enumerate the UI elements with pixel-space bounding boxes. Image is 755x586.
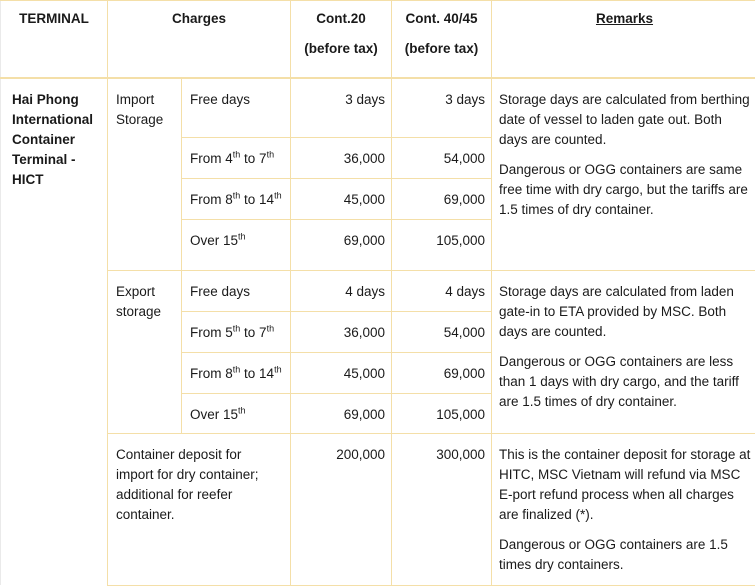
remark-text: Storage days are calculated from laden gate-in to ETA provided by MSC. Both days are counted. (499, 282, 751, 342)
remark-text: Dangerous or OGG containers are less than 1 days with dry cargo, and the tariff are 1.5 times of dry container. (499, 352, 751, 412)
header-cont20-sub: (before tax) (291, 39, 391, 59)
period-free-days: Free days (182, 270, 291, 311)
export-storage-label: Export storage (108, 270, 182, 433)
period-label: Over 15th (182, 393, 291, 433)
period-label: From 8th to 14th (182, 178, 291, 219)
table-header-row (1, 1, 755, 79)
deposit-cont20-value: 200,000 (291, 433, 392, 585)
cont40-value: 105,000 (392, 219, 492, 270)
header-cont40-label: Cont. 40/45 (392, 9, 491, 29)
remark-text: Dangerous or OGG containers are same free time with dry cargo, but the tariffs are 1.5 times of dry container. (499, 160, 751, 220)
table-row (1, 78, 755, 137)
remark-text: This is the container deposit for storage at HITC, MSC Vietnam will refund via MSC E-port refund process when all charges are finalized (*). (499, 445, 751, 525)
period-label: Over 15th (182, 219, 291, 270)
period-label: From 5th to 7th (182, 311, 291, 352)
header-remarks (492, 1, 755, 79)
header-remarks-label: Remarks (596, 11, 653, 26)
cont20-value: 69,000 (291, 219, 392, 270)
import-remarks (492, 78, 755, 270)
cont40-value: 3 days (392, 78, 492, 137)
cont40-value: 4 days (392, 270, 492, 311)
import-storage-label: Import Storage (108, 78, 182, 270)
header-terminal: TERMINAL (1, 1, 108, 79)
deposit-remarks (492, 433, 755, 585)
export-remarks (492, 270, 755, 433)
cont40-value: 54,000 (392, 137, 492, 178)
header-cont20-label: Cont.20 (291, 9, 391, 29)
header-cont20 (291, 1, 392, 79)
cont20-value: 4 days (291, 270, 392, 311)
cont20-value: 69,000 (291, 393, 392, 433)
cont20-value: 36,000 (291, 311, 392, 352)
table-row (1, 270, 755, 311)
cont40-value: 69,000 (392, 352, 492, 393)
header-cont40 (392, 1, 492, 79)
remark-text: Storage days are calculated from berthing date of vessel to laden gate out. Both days are counted. (499, 90, 751, 150)
header-cont40-sub: (before tax) (392, 39, 491, 59)
cont40-value: 69,000 (392, 178, 492, 219)
period-label: From 8th to 14th (182, 352, 291, 393)
cont20-value: 3 days (291, 78, 392, 137)
header-charges: Charges (108, 1, 291, 79)
table-row (1, 433, 755, 585)
cont20-value: 36,000 (291, 137, 392, 178)
cont20-value: 45,000 (291, 352, 392, 393)
period-label: From 4th to 7th (182, 137, 291, 178)
terminal-name: Hai Phong International Container Terminal - HICT (1, 78, 108, 585)
cont40-value: 54,000 (392, 311, 492, 352)
remark-text: Dangerous or OGG containers are 1.5 times dry containers. (499, 535, 751, 575)
deposit-cont40-value: 300,000 (392, 433, 492, 585)
deposit-label: Container deposit for import for dry container; additional for reefer container. (108, 433, 291, 585)
period-free-days: Free days (182, 78, 291, 137)
cont20-value: 45,000 (291, 178, 392, 219)
cont40-value: 105,000 (392, 393, 492, 433)
